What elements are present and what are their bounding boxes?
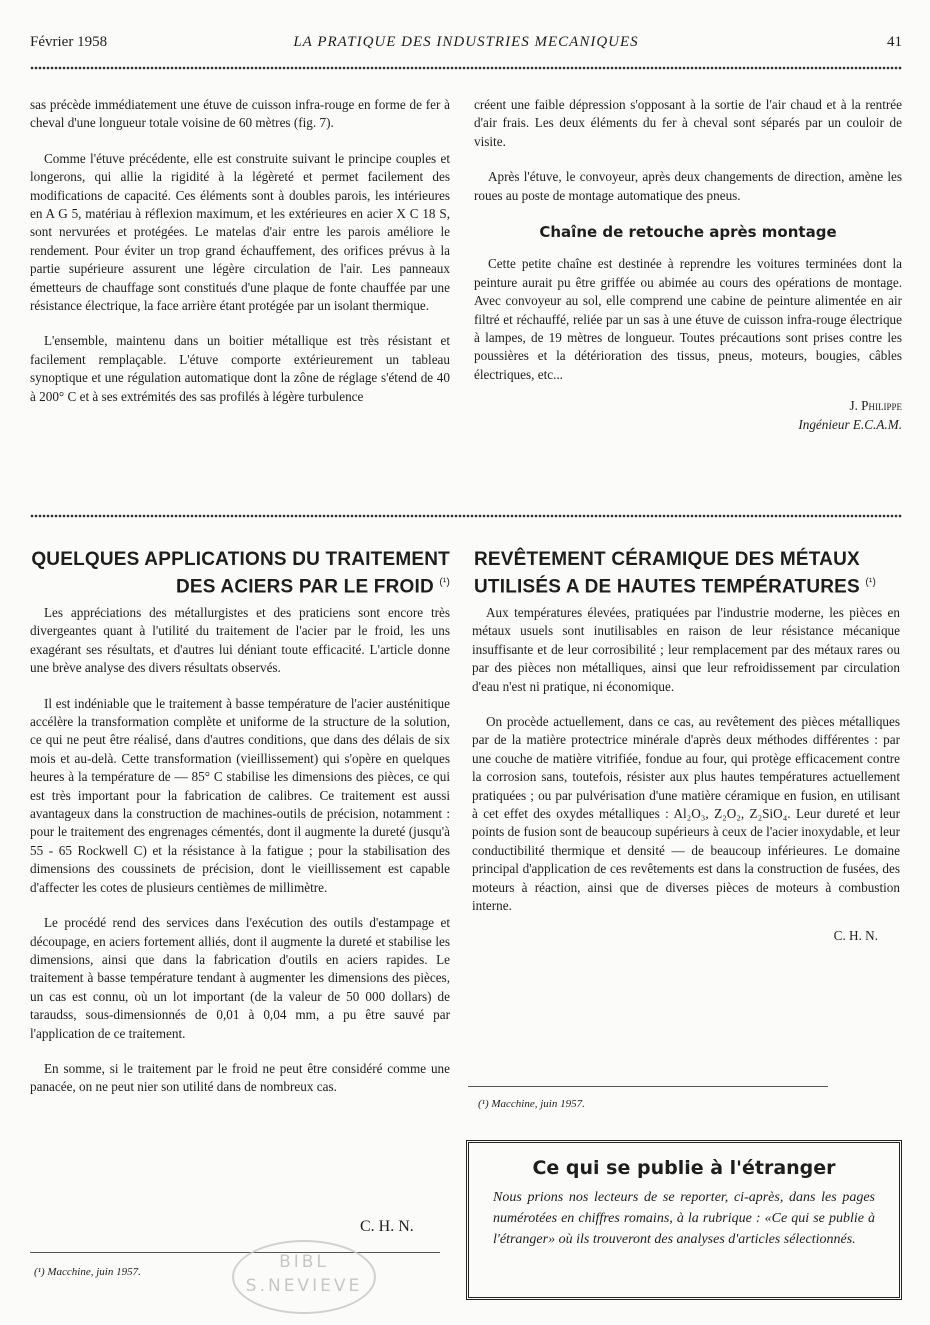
box-text: Nous prions nos lecteurs de se reporter, ci-après, dans les pages numérotées en chiffres romains, à la rubrique : «Ce qui se publie à l'étranger» où ils trouveront des analyses d'articles sélectionnés. — [493, 1190, 875, 1247]
top-left-column — [30, 96, 450, 423]
paragraph: créent une faible dépression s'opposant à la sortie de l'air chaud et à la rentrée d'air frais. Les deux éléments du fer à cheval sont séparés par un couloir de visite. — [474, 97, 902, 149]
top-right-column — [474, 96, 902, 434]
title-line: UTILISÉS A DE HAUTES TEMPÉRATURES — [474, 576, 860, 598]
author-title: Ingénieur E.C.A.M. — [798, 416, 902, 432]
article-title-left — [30, 548, 450, 598]
page-header — [30, 34, 902, 54]
library-stamp — [232, 1240, 376, 1314]
paragraph: Comme l'étuve précédente, elle est construite suivant le principe couples et longerons, qui allie la rigidité à la légèreté et permet facilement des modifications de capacité. Ces éléments sont à doubles parois, les intérieures en A G 5, matériau à réflexion maximum, et les extérieures en acier X C 18 S, sont nervurées et protégées. Le matelas d'air entre les parois améliore le rendement. Pour éviter un trop grand échauffement, des orifices prévus à la partie supérieure assurent une légère circulation de l'air. Les panneaux émetteurs de chauffage sont constitués d'une plaque de fonte chauffée par une résistance électrique, la face arrière étant protégée par un isolant thermique. — [30, 150, 450, 314]
article-left-body — [30, 604, 450, 1114]
paragraph: Les appréciations des métallurgistes et des praticiens sont encore très divergeantes quant à l'utilité du traitement de l'acier par le froid, les uns exagérant ses résultats, et d'autres lui déniant toute efficacité. L'article donne une brève analyse des divers résultats observés. — [30, 605, 450, 676]
signature: C. H. N. — [833, 927, 878, 943]
section-heading: Chaîne de retouche après montage — [539, 223, 837, 242]
foreign-publications-box — [466, 1140, 902, 1300]
footnote: (¹) Macchine, juin 1957. — [34, 1266, 141, 1278]
paragraph: En somme, si le traitement par le froid ne peut être considéré comme une panacée, on ne peut nier son utilité dans de nombreux cas. — [30, 1060, 450, 1095]
article-right-body — [472, 604, 900, 945]
author-signature — [474, 397, 902, 434]
stamp-text: S.NEVIEVE — [245, 1276, 363, 1296]
signature: C. H. N. — [360, 1218, 414, 1235]
title-line: DES ACIERS PAR LE FROID — [175, 576, 434, 598]
footnote-ref: (¹) — [439, 577, 450, 588]
footnote-rule — [468, 1086, 828, 1087]
paragraph: On procède actuellement, dans ce cas, au revêtement des pièces métalliques par de la matière protectrice minérale d'après deux méthodes différentes : par une couche de matière vitrifiée, fondue au four, qui protège efficacement contre la corrosion sans, toutefois, résister aux plus hautes températures actuellement pratiquées ; ou par pulvérisation d'une matière céramique en fusion, en utilisant à cet effet des oxydes métalliques : Al₂O₃, Z₂O₂, Z₂SiO₄. Leur dureté et leur points de fusion sont de beaucoup supérieurs à ceux de l'acier inoxydable, et leur conductibilité thermique et densité — de beaucoup inférieures. Le domaine principal d'application de ces revêtements est dans la construction de fusées, des moteurs à réaction, ainsi que de diverses pièces de moteurs à combustion interne. — [472, 714, 900, 914]
paragraph: L'ensemble, maintenu dans un boitier métallique est très résistant et facilement remplaçable. L'étuve comporte extérieurement un tableau synoptique et une régulation automatique dont la zône de réglage s'étend de 40 à 200° C et à ses extrémités des sas profilés à légère turbulence — [30, 333, 450, 404]
header-date: Février 1958 — [30, 34, 108, 50]
title-line: REVÊTEMENT CÉRAMIQUE DES MÉTAUX — [474, 549, 860, 570]
paragraph: Aux températures élevées, pratiquées par l'industrie moderne, les pièces en métaux usuels sont inutilisables en raison de leur résistance mécanique insuffisante et de leur corrosibilité ; leur remplacement par des métaux rares ou par des pièces non métalliques, ainsi que leur refroidissement par circulation d'eau n'est ni pratique, ni économique. — [472, 605, 900, 694]
section-dotted-divider — [30, 514, 902, 518]
paragraph: sas précède immédiatement une étuve de cuisson infra-rouge en forme de fer à cheval d'une longueur totale voisine de 60 mètres (fig. 7). — [30, 97, 450, 131]
header-dotted-divider — [30, 66, 902, 70]
footnote: (¹) Macchine, juin 1957. — [478, 1098, 585, 1110]
author-name: J. Philippe — [849, 398, 902, 414]
paragraph: Il est indéniable que le traitement à basse température de l'acier austénitique accélère la transformation complète et uniforme de la structure de la solution, ce qui ne peut être réalisé, dans d'autres conditions, que dans des délais de six mois et au-delà. Cette transformation (vieillissement) qui s'opère en quelques heures à la température de — 85° C stabilise les dimensions des pièces, ce qui est très important pour la fabrication de calibres. Ce traitement est aussi avantageux dans la construction de machines-outils de précision, notamment : pour le traitement des engrenages cémentés, dont il augmente la dureté (jusqu'à 55 - 65 Rockwell C) et la résistance à la fatigue ; pour la stabilisation des dimensions des coussinets de précision, dont le vieillissement est capable d'affecter les cotes de plusieurs centièmes de millimètre. — [30, 695, 450, 895]
paragraph: Cette petite chaîne est destinée à reprendre les voitures terminées dont la peinture aurait pu être griffée ou abimée au cours des opérations de montage. Avec convoyeur au sol, elle comprend une cabine de peinture alimentée en air filtré et réchauffé, reliée par un sas à une étuve de cuisson infra-rouge électrique à lampes, de 19 mètres de longueur. Toutes précautions sont prises contre les poussières et la détérioration des tissus, pneus, moteurs, bougies, câbles électriques, etc... — [474, 256, 902, 382]
article-title-right — [474, 548, 904, 598]
stamp-text: BIBL — [279, 1252, 329, 1272]
title-line: QUELQUES APPLICATIONS DU TRAITEMENT — [31, 549, 450, 570]
journal-title: LA PRATIQUE DES INDUSTRIES MECANIQUES — [293, 34, 639, 50]
paragraph: Après l'étuve, le convoyeur, après deux changements de direction, amène les roues au poste de montage automatique des pneus. — [474, 169, 902, 203]
paragraph: Le procédé rend des services dans l'exécution des outils d'estampage et découpage, en aciers fortement alliés, dont il augmente la dureté et stabilise les dimensions, ainsi que dans la fabrication d'outils en aciers rapides. Le traitement à basse température tendant à augmenter les dimensions des pièces, un cas est connu, où un lot important (de la valeur de 50 000 dollars) de taraudss, sous-dimensionnés de 0,01 à 0,04 mm, a pu être sauvé par l'application de ce traitement. — [30, 915, 450, 1041]
box-title: Ce qui se publie à l'étranger — [532, 1157, 836, 1179]
page-number: 41 — [887, 34, 902, 50]
footnote-ref: (¹) — [865, 577, 877, 588]
